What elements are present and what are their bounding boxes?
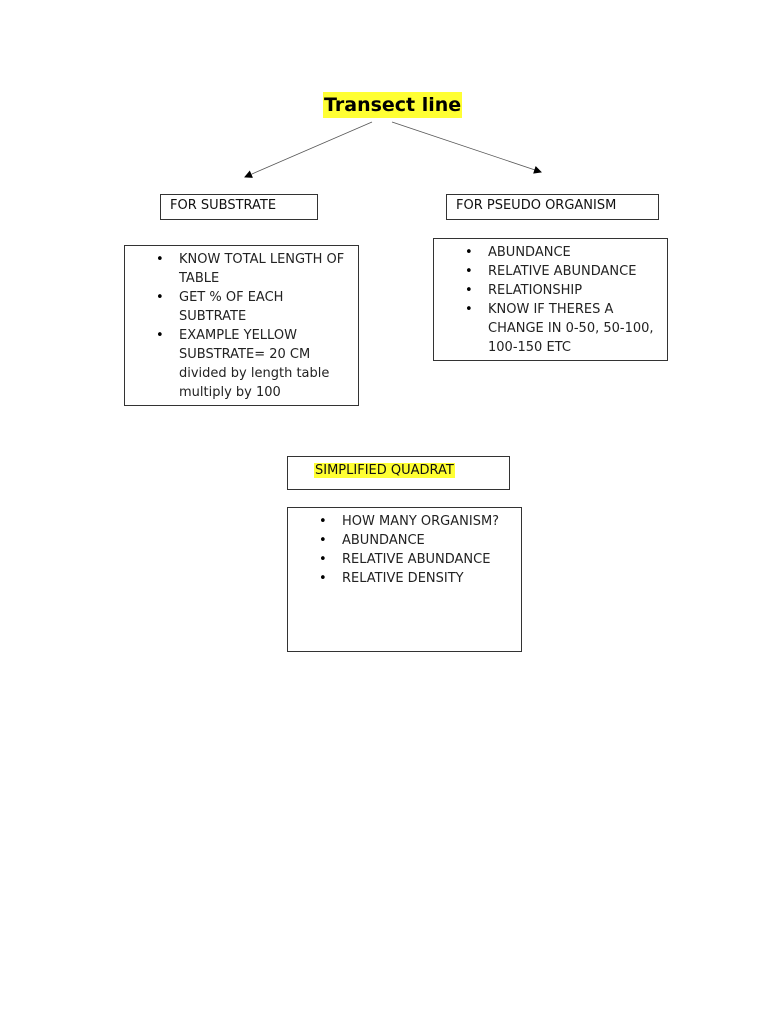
- list-item: • HOW MANY ORGANISM?: [288, 512, 513, 531]
- substrate-list-box: [124, 245, 359, 406]
- list-item: • KNOW IF THERES A CHANGE IN 0-50, 50-100, 100-150 ETC: [434, 300, 659, 357]
- list-item: • RELATIVE ABUNDANCE: [434, 262, 659, 281]
- list-item: • GET % OF EACH SUBTRATE: [125, 288, 350, 326]
- page-title: Transect line: [324, 94, 462, 116]
- list-item: • KNOW TOTAL LENGTH OF TABLE: [125, 250, 350, 288]
- quadrat-label: SIMPLIFIED QUADRAT: [315, 463, 454, 478]
- organism-label-box: [446, 194, 659, 220]
- list-item: • EXAMPLE YELLOW SUBSTRATE= 20 CM divided by length table multiply by 100: [125, 326, 350, 402]
- list-item: • RELATIVE ABUNDANCE: [288, 550, 513, 569]
- quadrat-list-box: [287, 507, 522, 652]
- substrate-label: FOR SUBSTRATE: [170, 198, 277, 213]
- organism-label: FOR PSEUDO ORGANISM: [456, 198, 617, 213]
- organism-list: [434, 243, 659, 357]
- list-item: • ABUNDANCE: [288, 531, 513, 550]
- quadrat-list: [288, 512, 513, 588]
- list-item: • ABUNDANCE: [434, 243, 659, 262]
- list-item: • RELATIVE DENSITY: [288, 569, 513, 588]
- arrow-to-substrate: [245, 122, 372, 177]
- organism-list-box: [433, 238, 668, 361]
- substrate-label-box: [160, 194, 318, 220]
- list-item: • RELATIONSHIP: [434, 281, 659, 300]
- substrate-list: [125, 250, 350, 402]
- arrow-to-organism: [392, 122, 541, 172]
- quadrat-label-box: [287, 456, 510, 490]
